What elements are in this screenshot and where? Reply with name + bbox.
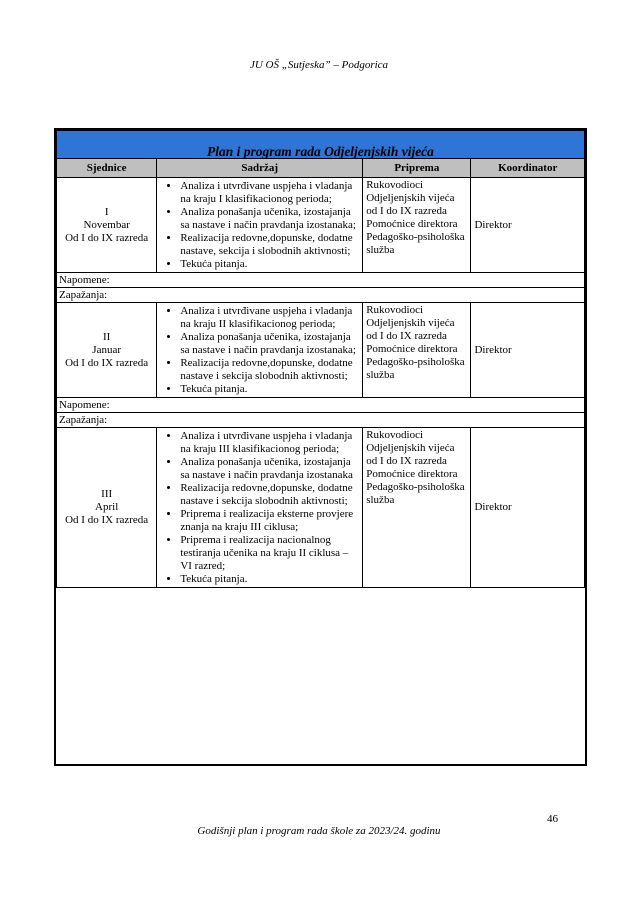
list-item: • Tekuća pitanja. xyxy=(180,383,359,396)
list-item: • Tekuća pitanja. xyxy=(180,258,359,271)
coordinator-cell: Direktor xyxy=(471,303,585,398)
list-item: • Realizacija redovne,dopunske, dodatne nastave i sekcija slobodnih aktivnosti; xyxy=(180,482,359,508)
column-header-coordinator: Koordinator xyxy=(471,159,585,178)
notes-label: Napomene: xyxy=(57,398,585,413)
session-month: Januar xyxy=(92,343,122,356)
session-month: Novembar xyxy=(83,218,130,231)
table-row xyxy=(57,178,585,273)
session-number: II xyxy=(102,330,111,343)
session-cell xyxy=(57,303,157,398)
session-grades: Od I do IX razreda xyxy=(65,231,149,244)
list-item: • Analiza ponašanja učenika, izostajanja sa nastave i način pravdanja izostanaka; xyxy=(180,331,359,357)
table-row xyxy=(57,303,585,398)
list-item: • Analiza ponašanja učenika, izostajanja sa nastave i način pravdanja izostanaka; xyxy=(180,206,359,232)
table-header-row xyxy=(57,159,585,178)
list-item: • Priprema i realizacija eksterne provjere znanja na kraju III ciklusa; xyxy=(180,508,359,534)
column-header-content: Sadržaj xyxy=(157,159,363,178)
page-footer: Godišnji plan i program rada škole za 2023/24. godinu xyxy=(197,825,441,837)
coordinator-cell: Direktor xyxy=(471,428,585,588)
list-item: • Analiza i utvrđivane uspjeha i vladanja na kraju I klasifikacionog perioda; xyxy=(180,180,359,206)
session-cell xyxy=(57,428,157,588)
column-header-preparation: Priprema xyxy=(363,159,471,178)
observations-label: Zapažanja: xyxy=(57,288,585,303)
list-item: • Priprema i realizacija nacionalnog testiranja učenika na kraju II ciklusa – VI razred; xyxy=(180,534,359,573)
page-header: JU OŠ „Sutjeska” – Podgorica xyxy=(249,59,389,71)
list-item: • Analiza ponašanja učenika, izostajanja sa nastave i način pravdanja izostanaka xyxy=(180,456,359,482)
session-number: III xyxy=(101,488,113,500)
list-item: • Tekuća pitanja. xyxy=(180,573,359,586)
coordinator-cell: Direktor xyxy=(471,178,585,273)
observations-label: Zapažanja: xyxy=(57,413,585,428)
plan-table xyxy=(54,128,587,766)
content-cell xyxy=(157,303,363,398)
preparation-cell: Rukovodioci Odjeljenjskih vijeća od I do IX razreda Pomoćnice direktora Pedagoško-psihološka služba xyxy=(363,178,471,273)
list-item: • Realizacija redovne,dopunske, dodatne nastave i sekcija slobodnih aktivnosti; xyxy=(180,357,359,383)
session-grades: Od I do IX razreda xyxy=(65,356,149,369)
page-number: 46 xyxy=(547,813,558,825)
preparation-cell: Rukovodioci Odjeljenjskih vijeća od I do IX razreda Pomoćnice direktora Pedagoško-psihološka služba xyxy=(363,428,471,588)
notes-row xyxy=(57,398,585,413)
observations-row xyxy=(57,413,585,428)
observations-row xyxy=(57,288,585,303)
table-row xyxy=(57,428,585,588)
session-number: I xyxy=(104,205,109,218)
content-cell xyxy=(157,178,363,273)
list-item: • Analiza i utvrđivane uspjeha i vladanja na kraju II klasifikacionog perioda; xyxy=(180,305,359,331)
session-grades: Od I do IX razreda xyxy=(65,514,149,526)
table-title: Plan i program rada Odjeljenjskih vijeća xyxy=(57,131,585,159)
session-cell xyxy=(57,178,157,273)
content-cell xyxy=(157,428,363,588)
notes-row xyxy=(57,273,585,288)
session-month: April xyxy=(95,501,119,513)
notes-label: Napomene: xyxy=(57,273,585,288)
list-item: • Realizacija redovne,dopunske, dodatne nastave, sekcija i slobodnih aktivnosti; xyxy=(180,232,359,258)
column-header-sessions: Sjednice xyxy=(57,159,157,178)
preparation-cell: Rukovodioci Odjeljenjskih vijeća od I do IX razreda Pomoćnice direktora Pedagoško-psihološka služba xyxy=(363,303,471,398)
list-item: • Analiza i utvrđivane uspjeha i vladanja na kraju III klasifikacionog perioda; xyxy=(180,430,359,456)
